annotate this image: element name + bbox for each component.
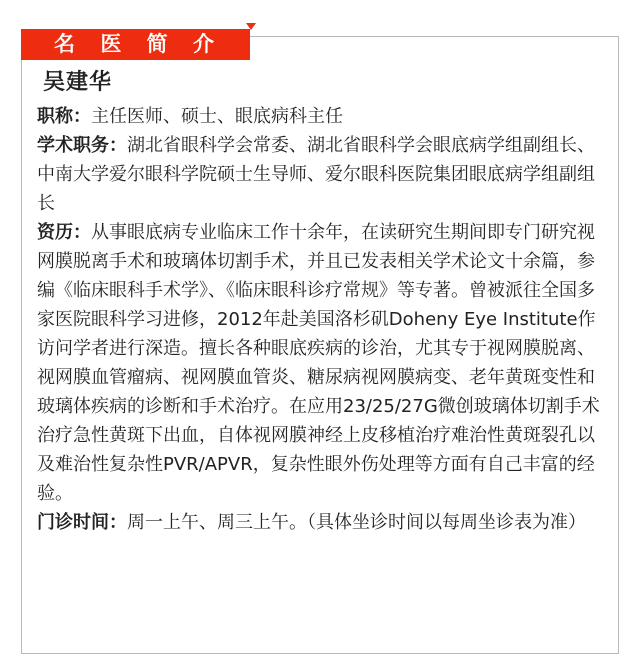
- field-title-label: 职称：: [37, 106, 91, 127]
- section-tag: [21, 29, 250, 60]
- doctor-name: 吴建华: [43, 70, 113, 95]
- field-resume-label: 资历：: [37, 222, 91, 243]
- field-title-value: 主任医师、硕士、眼底病科主任: [91, 106, 343, 127]
- section-tag-label: 名 医 简 介: [54, 32, 223, 56]
- profile-content: [37, 102, 609, 537]
- tag-notch-marker: [246, 23, 256, 30]
- field-clinic: [37, 508, 609, 537]
- field-title: [37, 102, 609, 131]
- field-clinic-label: 门诊时间：: [37, 512, 127, 533]
- field-resume-value: 从事眼底病专业临床工作十余年，在读研究生期间即专门研究视网膜脱离手术和玻璃体切割手术，并且已发表相关学术论文十余篇，参编《临床眼科手术学》、《临床眼科诊疗常规》等专著。曾被派往全国多家医院眼科学习进修，2012年赴美国洛杉矶Doheny Eye Institute作访问学者进行深造。擅长各种眼底疾病的诊治，尤其专于视网膜脱离、视网膜血管瘤病、视网膜血管炎、糖尿病视网膜病变、老年黄斑变性和玻璃体疾病的诊断和手术治疗。在应用23/25/27G微创玻璃体切割手术治疗急性黄斑下出血，自体视网膜神经上皮移植治疗难治性黄斑裂孔以及难治性复杂性PVR/APVR，复杂性眼外伤处理等方面有自己丰富的经验。: [37, 222, 600, 504]
- field-clinic-value: 周一上午、周三上午。（具体坐诊时间以每周坐诊表为准）: [127, 512, 586, 533]
- field-academic-value: 湖北省眼科学会常委、湖北省眼科学会眼底病学组副组长、中南大学爱尔眼科学院硕士生导师、爱尔眼科医院集团眼底病学组副组长: [37, 135, 595, 214]
- field-academic: [37, 131, 609, 218]
- field-academic-label: 学术职务：: [37, 135, 127, 156]
- field-resume: [37, 218, 609, 508]
